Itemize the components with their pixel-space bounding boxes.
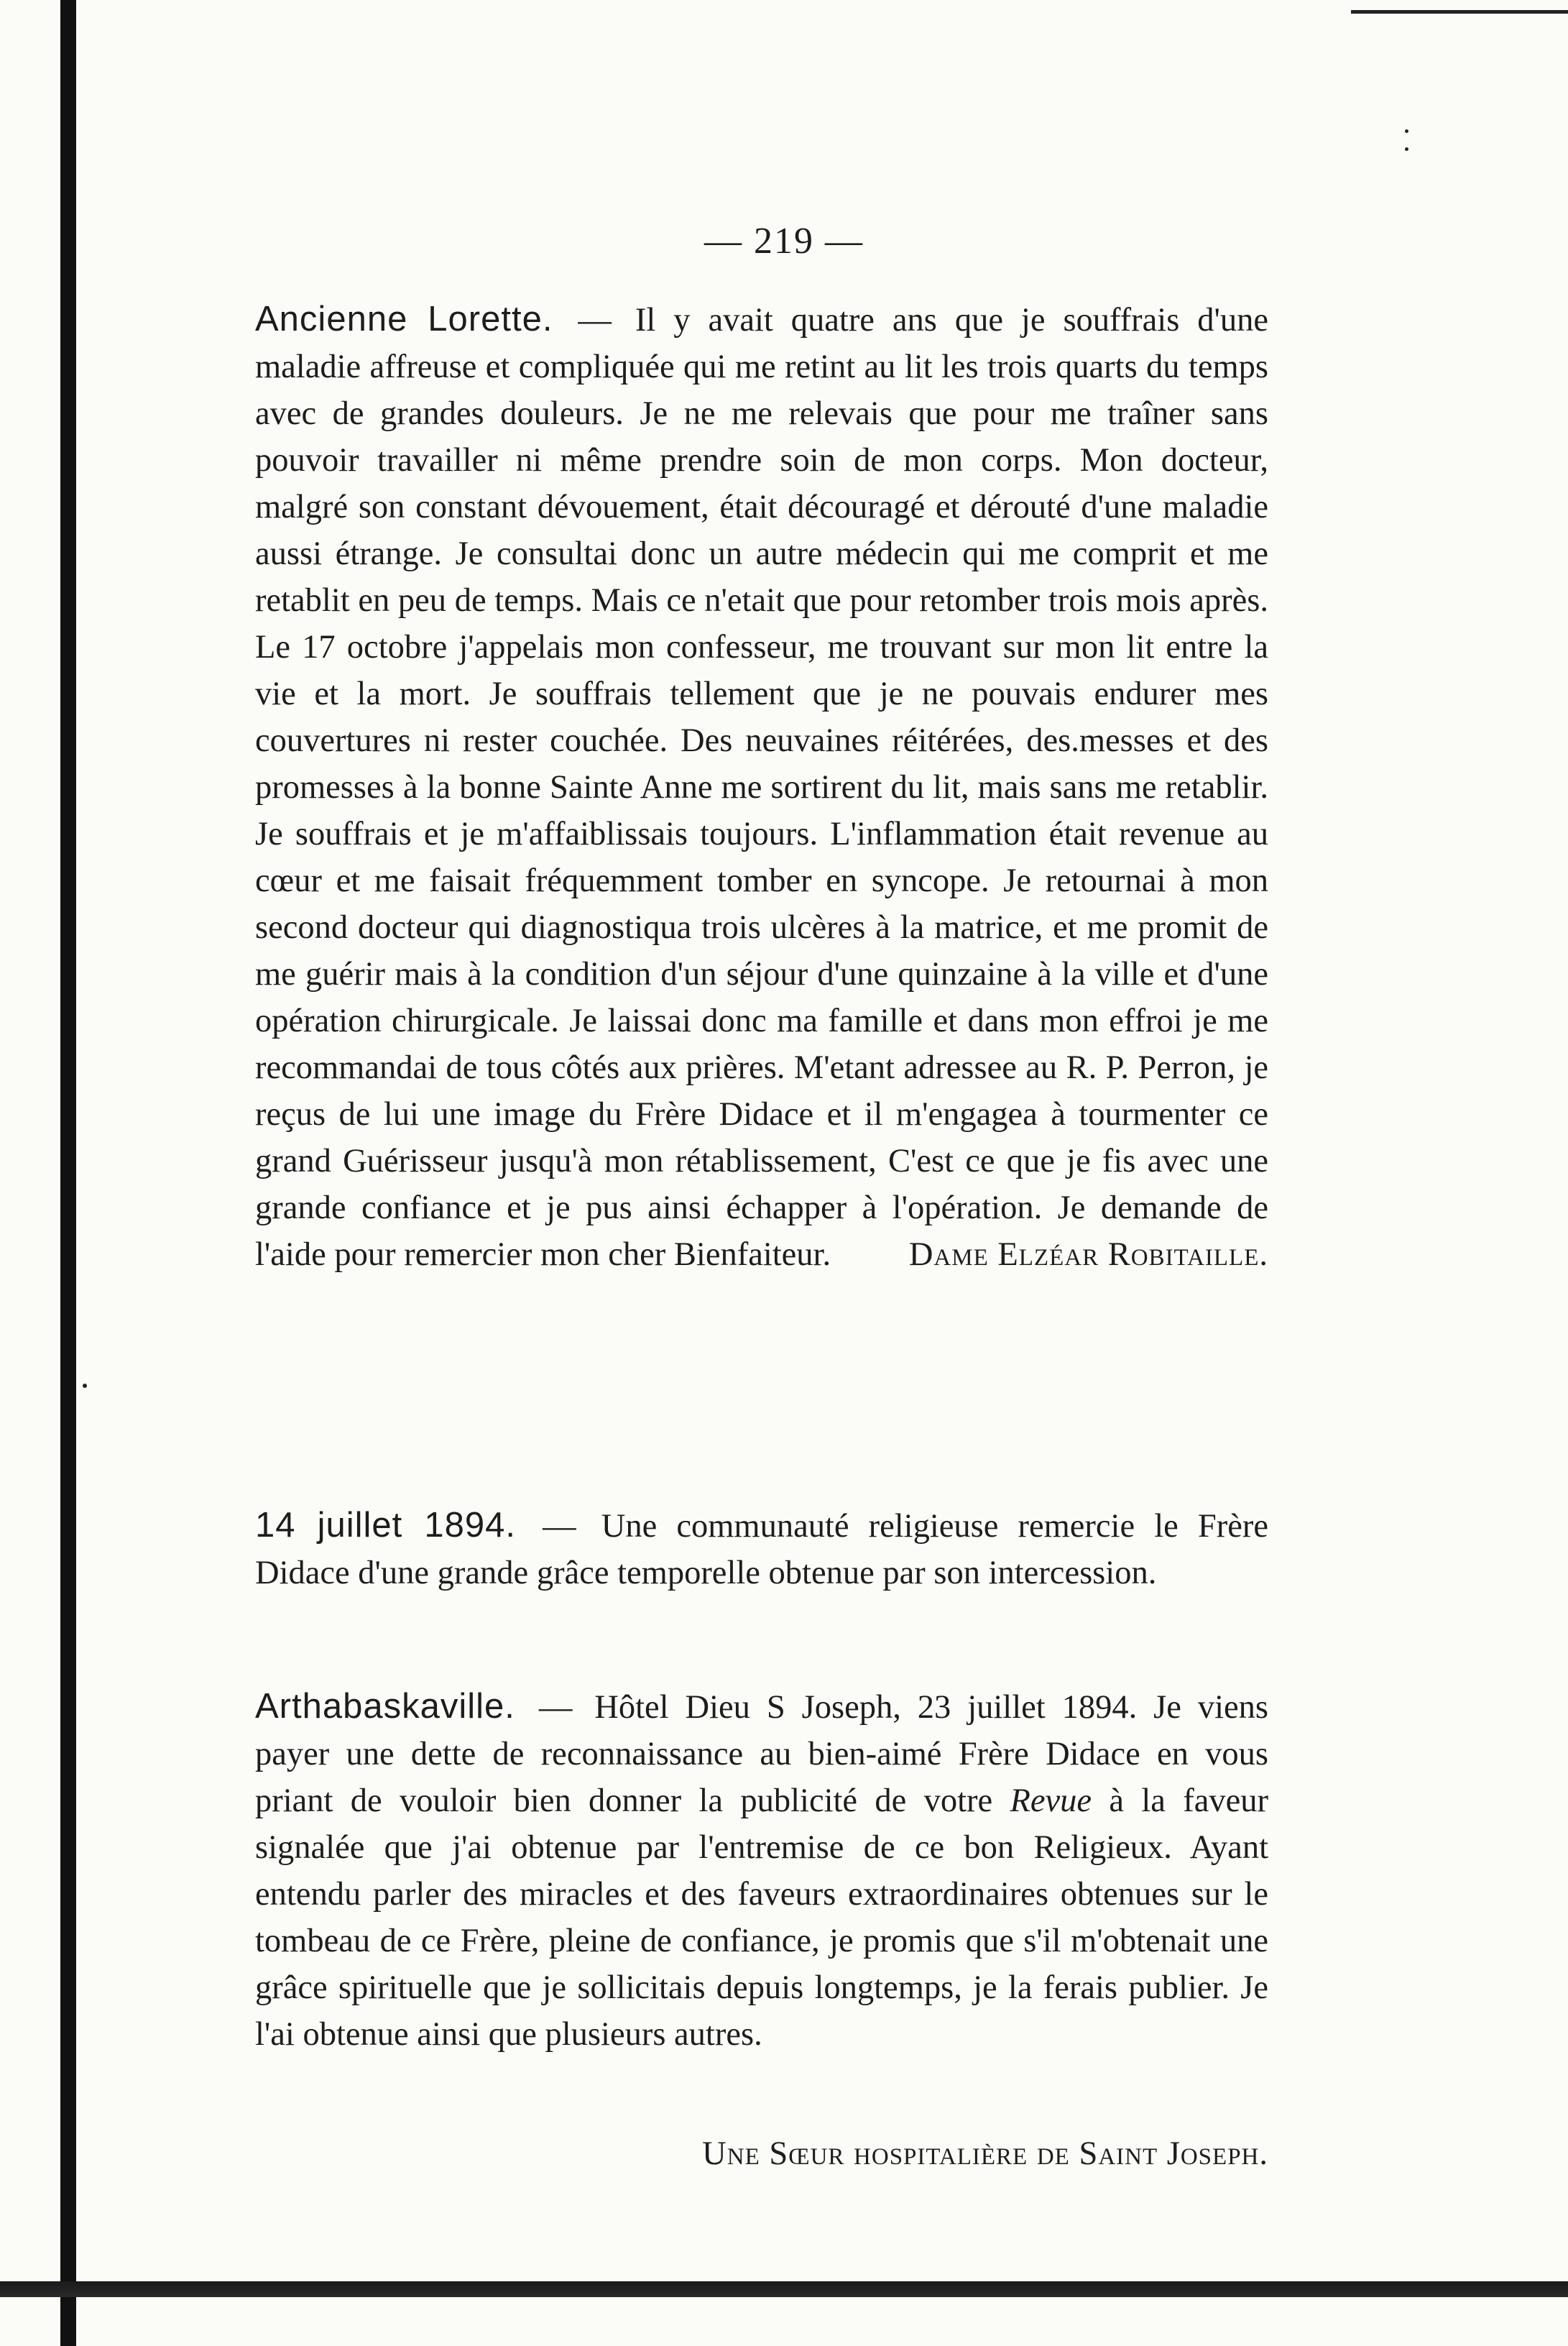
scan-bottom-border <box>0 2281 1568 2297</box>
entry-14-juillet-1894 <box>255 1502 1268 1596</box>
entry-ancienne-lorette <box>255 296 1268 1278</box>
scan-left-border <box>60 0 76 2346</box>
entry-heading: Ancienne Lorette. <box>255 300 553 339</box>
entry-heading: Arthabaskaville. <box>255 1687 515 1726</box>
entry-signature: Dame Elzéar Robitaille. <box>908 1236 1268 1273</box>
entry-paragraph <box>255 296 1268 1278</box>
entry-body: à la faveur signalée que j'ai obtenue par l'entremise de ce bon Religieux. Ayant entendu parler des miracles et des faveurs extraordinaires obtenues sur le tombeau de ce Frère, pleine de confiance, je promis que s'il m'obtenait une grâce spirituelle que je sollicitais depuis longtemps, je la ferais publier. Je l'ai obtenue ainsi que plusieurs autres. <box>255 1782 1268 2053</box>
scan-speck <box>1405 129 1408 133</box>
entry-paragraph <box>255 1502 1268 1596</box>
entry-arthabaskaville <box>255 1683 1268 2058</box>
scan-speck <box>83 1384 87 1388</box>
scan-speck <box>1405 147 1408 151</box>
entry-body: Hôtel Dieu S Joseph, 23 juillet 1894. Je viens payer une dette de reconnaissance au bien-aimé Frère Didace en vous priant de vouloir bien donner la publicité de votre <box>255 1689 1269 1819</box>
entry-dash: — <box>543 1508 576 1545</box>
entry-body: Il y avait quatre ans que je souffrais d'une maladie affreuse et compliquée qui me retint au lit les trois quarts du temps avec de grandes douleurs. Je ne me relevais que pour me traîner sans pouvoir travailler ni même prendre soin de mon corps. Mon docteur, malgré son constant dévouement, était découragé et dérouté d'une maladie aussi étrange. Je consultai donc un autre médecin qui me comprit et me retablit en peu de temps. Mais ce n'etait que pour retomber trois mois après. Le 17 octobre j'appelais mon confesseur, me trouvant sur mon lit entre la vie et la mort. Je souffrais tellement que je ne pouvais endurer mes couvertures ni rester couchée. Des neuvaines réitérées, des.messes et des promesses à la bonne Sainte Anne me sortirent du lit, mais sans me retablir. Je souffrais et je m'affaiblissais toujours. L'inflammation était revenue au cœur et me faisait fréquemment tomber en syncope. Je retournai à mon second docteur qui diagnostiqua trois ulcères à la matrice, et me promit de me guérir mais à la condition d'un séjour d'une quinzaine à la ville et d'une opération chirurgicale. Je laissai donc ma famille et dans mon effroi je me recommandai de tous côtés aux prières. M'etant adressee au R. P. Perron, je reçus de lui une image du Frère Didace et il m'engagea à tourmenter ce grand Guérisseur jusqu'à mon rétablissement, C'est ce que je fis avec une grande confiance et je pus ainsi échapper à l'opération. Je demande de l'aide pour remercier mon cher Bienfaiteur. <box>255 302 1269 1273</box>
entry-dash: — <box>578 302 612 339</box>
entry-signature: Une Sœur hospitalière de Saint Joseph. <box>702 2135 1268 2172</box>
entry-paragraph <box>255 1683 1268 2058</box>
entry-dash: — <box>538 1689 573 1726</box>
entry-emphasis: Revue <box>1010 1782 1092 1819</box>
entry-body: Une communauté religieuse remercie le Frère Didace d'une grande grâce temporelle obtenue par son intercession. <box>255 1508 1269 1591</box>
entry-heading: 14 juillet 1894. <box>255 1506 516 1545</box>
scan-top-border <box>1351 10 1568 14</box>
page-number: — 219 — <box>704 221 864 262</box>
